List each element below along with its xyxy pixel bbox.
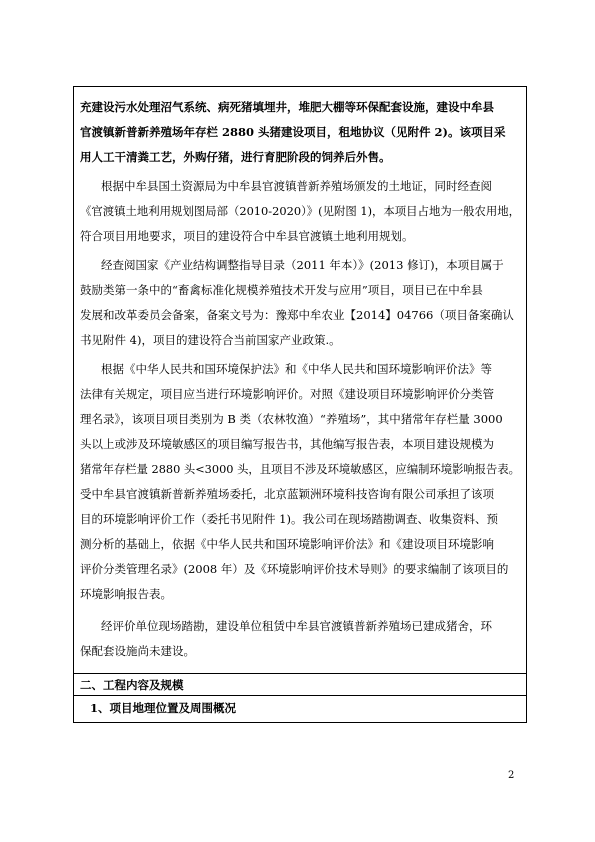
paragraph-eia-line: 受中牟县官渡镇新普新养殖场委托，北京蓝颖洲环境科技咨询有限公司承担了该项	[80, 487, 494, 501]
intro-line: 用人工干清粪工艺，外购仔猪，进行育肥阶段的饲养后外售。	[80, 150, 391, 164]
paragraph-eia-line: 目的环境影响评价工作（委托书见附件 1)。我公司在现场踏勘调查、收集资料、预	[80, 512, 498, 526]
paragraph-industry-line: 发展和改革委员会备案，备案文号为：豫郑中牟农业【2014】04766（项目备案确认	[80, 308, 514, 322]
paragraph-eia-line: 根据《中华人民共和国环境保护法》和《中华人民共和国环境影响评价法》等	[101, 362, 492, 376]
paragraph-eia-line: 测分析的基础上，依据《中华人民共和国环境影响评价法》和《建设项目环境影响	[80, 537, 494, 551]
paragraph-eia-line: 环境影响报告表。	[80, 587, 172, 601]
paragraph-eia-line: 头以上或涉及环境敏感区的项目编写报告书，其他编写报告表，本项目建设规模为	[80, 437, 494, 451]
section-divider	[73, 673, 527, 674]
paragraph-industry-line: 书见附件 4)，项目的建设符合当前国家产业政策.。	[80, 333, 341, 347]
paragraph-eia-line: 法律有关规定，项目应当进行环境影响评价。对照《建设项目环境影响评价分类管	[80, 387, 494, 401]
paragraph-land-line: 根据中牟县国土资源局为中牟县官渡镇普新养殖场颁发的土地证，同时经查阅	[101, 179, 492, 193]
subsection-title: 1、项目地理位置及周围概况	[90, 701, 237, 715]
paragraph-survey-line: 保配套设施尚未建设。	[80, 644, 195, 658]
paragraph-eia-line: 评价分类管理名录》(2008 年）及《环境影响评价技术导则》的要求编制了该项目的	[80, 562, 509, 576]
intro-line: 充建设污水处理沼气系统、病死猪填埋井，堆肥大棚等环保配套设施，建设中牟县	[80, 100, 494, 114]
paragraph-survey-line: 经评价单位现场踏勘，建设单位租赁中牟县官渡镇普新养殖场已建成猪舍，环	[101, 619, 492, 633]
paragraph-industry-line: 经查阅国家《产业结构调整指导目录（2011 年本）》(2013 修订)，本项目属于	[101, 258, 504, 272]
page-number: 2	[508, 770, 515, 781]
paragraph-land-line: 《官渡镇土地利用规划图局部（2010-2020）》(见附图 1)，本项目占地为一般农用地，	[80, 204, 521, 218]
paragraph-eia-line: 猪常年存栏量 2880 头<3000 头，且项目不涉及环境敏感区，应编制环境影响报告表。	[80, 462, 520, 476]
section-title: 二、工程内容及规模	[80, 678, 184, 692]
table-top-border	[73, 86, 527, 87]
paragraph-eia-line: 理名录》，该项目项目类别为 B 类（农林牧渔）“养殖场”，其中猪常年存栏量 3000	[80, 412, 503, 426]
paragraph-industry-line: 鼓励类第一条中的“畜禽标准化规模养殖技术开发与应用”项目，项目已在中牟县	[80, 283, 483, 297]
intro-line: 官渡镇新普新养殖场年存栏 2880 头猪建设项目，租地协议（见附件 2)。该项目采	[80, 125, 506, 139]
section-divider-2	[73, 695, 527, 696]
paragraph-land-line: 符合项目用地要求，项目的建设符合中牟县官渡镇土地利用规划。	[80, 229, 414, 243]
